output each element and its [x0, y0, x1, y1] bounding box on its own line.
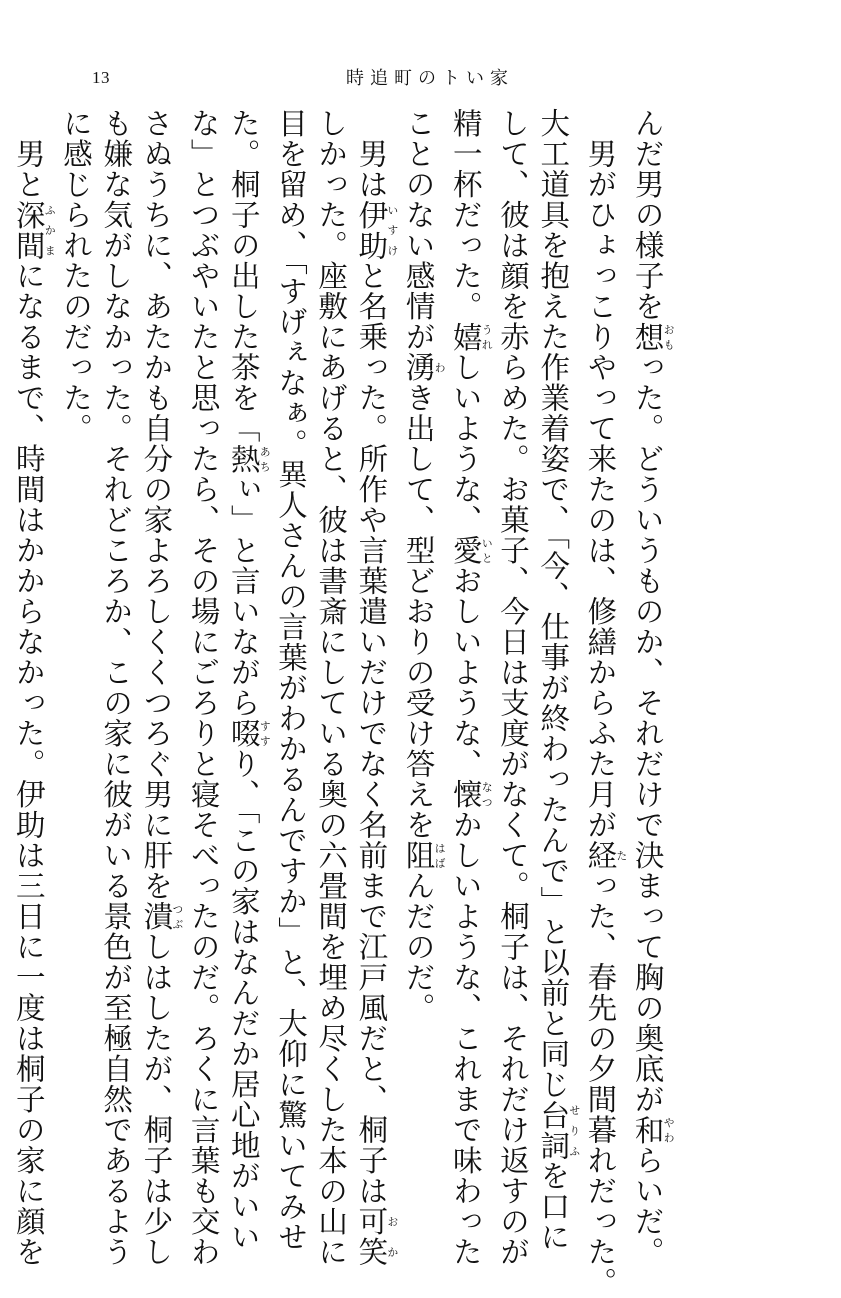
ruby-word: [630, 321, 676, 353]
text-run: になるまで、時間はかからなかった。伊助は三日に一度は桐子の家に顔を: [11, 260, 46, 1267]
text-line: [398, 108, 445, 1128]
ruby-reading: わ: [433, 352, 447, 383]
text-run: り、「この家はなんだか居心地がいい: [226, 748, 261, 1253]
ruby-base: 可笑: [354, 1206, 389, 1267]
text-line: [271, 108, 311, 1253]
text-line: [533, 108, 581, 1253]
text-run: 男は: [354, 108, 389, 200]
text-line: [136, 108, 184, 1267]
ruby-reading: うれ: [480, 321, 494, 352]
text-run: おしいような、: [448, 565, 483, 779]
text-run: 大工道具を抱えた作業着姿で、「今、仕事が終わったんで」と以前と同じ: [536, 108, 571, 1100]
text-run: に感じられたのだった。: [58, 108, 93, 444]
text-run: を口に: [536, 1160, 571, 1253]
text-line: [9, 108, 57, 1267]
running-title: 時追町のトい家: [346, 68, 514, 89]
text-run: った。どういうものか、それだけで決まって胸の奥底が: [630, 352, 665, 1115]
text-run: き出して、型どおりの受け答えを: [401, 382, 436, 840]
text-run: 男と: [11, 108, 46, 200]
ruby-base: 阻: [401, 840, 436, 871]
ruby-word: [448, 535, 494, 566]
ruby-base: 嬉: [448, 321, 483, 352]
ruby-reading: つぶ: [170, 901, 184, 932]
text-run: んだ男の様子を: [630, 108, 665, 322]
ruby-base: 深間: [11, 199, 46, 261]
ruby-reading: やわ: [662, 1114, 676, 1145]
ruby-base: 潰: [139, 901, 174, 932]
ruby-reading: おか: [385, 1206, 399, 1267]
ruby-word: [448, 321, 494, 353]
ruby-word: [401, 352, 447, 383]
text-run: た。桐子の出した茶を「: [226, 108, 261, 444]
ruby-word: [583, 840, 628, 871]
ruby-reading: すす: [258, 718, 272, 749]
text-line: [351, 108, 399, 1267]
page-number: 13: [92, 68, 110, 87]
ruby-base: 伊助: [354, 199, 389, 261]
text-run: して、彼は顔を赤らめた。お菓子、今日は支度がなくて。桐子は、それだけ返すのが: [495, 108, 530, 1267]
body-text: [11, 108, 755, 1298]
ruby-base: 愛: [448, 535, 483, 566]
text-run: ぃ」と言いながら: [226, 474, 261, 718]
text-line: [627, 108, 676, 1267]
ruby-base: 熱: [226, 443, 261, 474]
text-run: 目を留め、「すげぇなぁ。異人さんの言葉がわかるんですか」と、大仰に驚いてみせ: [273, 108, 308, 1253]
ruby-reading: せりふ: [567, 1099, 581, 1161]
text-run: らいだ。: [630, 1145, 665, 1267]
ruby-word: [536, 1099, 581, 1161]
ruby-word: [354, 199, 399, 261]
text-run: しかった。座敷にあげると、彼は書斎にしている奥の六畳間を埋め尽くした本の山に: [314, 108, 349, 1267]
ruby-word: [226, 718, 272, 749]
text-run: も嫌な気がしなかった。それどころか、この家に彼がいる景色が至極自然であるよう: [99, 108, 134, 1267]
ruby-base: 啜: [226, 718, 261, 749]
ruby-base: 台詞: [536, 1099, 571, 1161]
ruby-base: 湧: [401, 352, 436, 383]
ruby-word: [354, 1206, 399, 1267]
text-line: [580, 108, 628, 1298]
text-run: かしいような、これまで味わった: [448, 809, 483, 1267]
ruby-word: [11, 199, 57, 261]
ruby-word: [226, 443, 272, 475]
ruby-base: 和: [630, 1114, 665, 1145]
text-run: んだのだ。: [401, 870, 436, 1023]
ruby-word: [139, 901, 184, 932]
text-line: [96, 108, 136, 1267]
ruby-reading: おも: [662, 321, 676, 352]
ruby-base: 経: [583, 840, 618, 871]
ruby-reading: た: [614, 840, 628, 871]
ruby-base: 想: [630, 321, 665, 352]
text-run: った、春先の夕間暮れだった。: [583, 870, 618, 1298]
text-run: しはしたが、桐子は少し: [139, 931, 174, 1267]
text-run: な」とつぶやいたと思ったら、その場にごろりと寝そべったのだ。ろくに言葉も交わ: [186, 108, 221, 1267]
ruby-word: [630, 1114, 676, 1146]
text-line: [311, 108, 351, 1267]
text-line: [183, 108, 223, 1267]
ruby-reading: なつ: [480, 779, 494, 810]
text-run: と名乗った。所作や言葉遣いだけでなく名前まで江戸風だと、桐子は: [354, 260, 389, 1206]
text-run: ことのない感情が: [401, 108, 436, 352]
text-run: さぬうちに、あたかも自分の家よろしくくつろぐ男に肝を: [139, 108, 174, 901]
text-run: 精一杯だった。: [448, 108, 483, 322]
text-run: しいような、: [448, 352, 483, 535]
ruby-word: [401, 840, 447, 871]
ruby-reading: いと: [480, 535, 494, 566]
ruby-word: [448, 779, 494, 810]
ruby-reading: ふかま: [43, 199, 57, 261]
ruby-reading: はば: [433, 840, 447, 871]
text-run: 男がひょっこりやって来たのは、修繕からふた月が: [583, 108, 618, 840]
text-line: [224, 108, 272, 1253]
text-line: [446, 108, 494, 1267]
ruby-reading: あち: [258, 443, 272, 474]
ruby-base: 懐: [448, 779, 483, 810]
text-line: [56, 108, 96, 1128]
text-line: [493, 108, 533, 1267]
ruby-reading: いすけ: [385, 199, 399, 261]
